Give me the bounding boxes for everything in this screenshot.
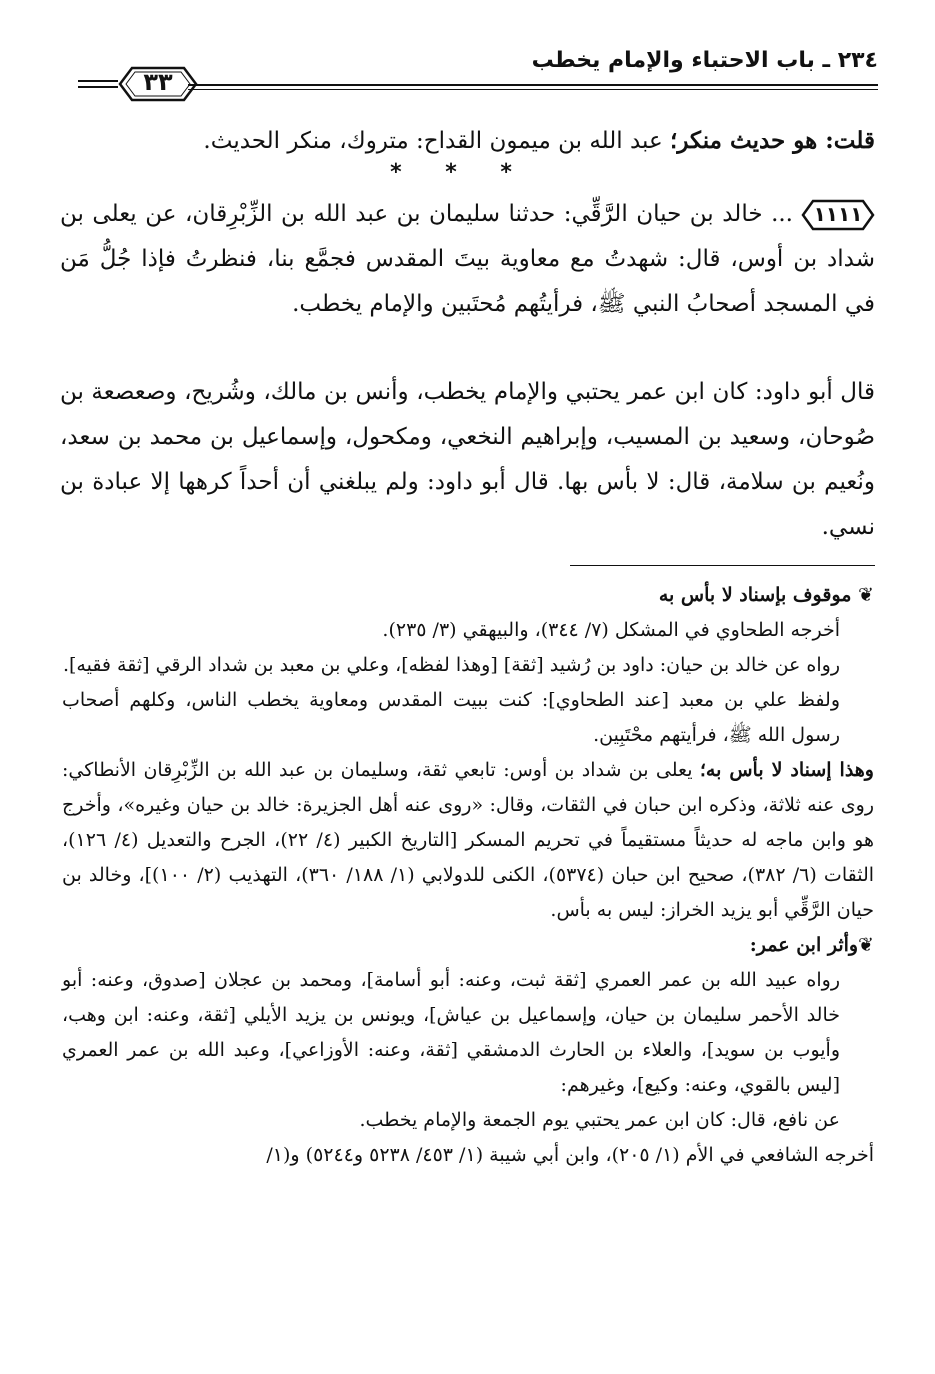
abu-dawud-paragraph: قال أبو داود: كان ابن عمر يحتبي والإمام يخطب، وأنس بن مالك، وشُريح، وصعصعة بن صُوحان، وسعيد بن المسيب، وإبراهيم النخعي، ومكحول، وإسماعيل بن محمد بن سعد، ونُعيم بن سلامة، قال: لا بأس بها. قال أبو داود: ولم يبلغني أن أحداً كرهها إلا عبادة بن نسي. <box>60 379 875 540</box>
verdict-text: عبد الله بن ميمون القداح: متروك، منكر الحديث. <box>203 128 671 154</box>
athar-heading <box>62 928 874 963</box>
commentary <box>62 578 874 1173</box>
chapter-title: ٢٣٤ ـ باب الاحتباء والإمام يخطب <box>531 48 878 73</box>
hadith-number-badge <box>801 198 875 232</box>
header-rule <box>188 84 878 86</box>
opening-line <box>60 118 875 164</box>
page-number-badge <box>118 64 198 104</box>
bullet-icon: ❦ <box>858 934 874 956</box>
note-isnad <box>62 753 874 928</box>
note-athar-narrators: رواه عبيد الله بن عمر العمري [ثقة ثبت، وعنه: أبو أسامة]، ومحمد بن عجلان [صدوق، وعنه: أبو خالد الأحمر سليمان بن حيان، وإسماعيل بن عياش]، ويونس بن يزيد الأيلي [ثقة، وعنه: ابن وهب، وأيوب بن سويد]، والعلاء بن الحارث الدمشقي [ثقة، وعنه: الأوزاعي]، وعبد الله بن عمر العمري [ليس بالقوي، وعنه: وكيع]، وغيرهم: <box>62 969 840 1096</box>
section-separator: * * * <box>390 160 530 185</box>
grade-text: موقوف بإسناد لا بأس به <box>658 584 852 606</box>
note-athar-takhrij: أخرجه الشافعي في الأم (١/ ٢٠٥)، وابن أبي شيبة (١/ ٤٥٣/ ٥٢٣٨ و٥٢٤٤) و(١/ <box>266 1144 874 1166</box>
bullet-icon: ❦ <box>851 584 874 606</box>
hadith-text: ... خالد بن حيان الرَّقِّي: حدثنا سليمان بن عبد الله بن الزِّبْرِقان، عن يعلى بن شداد بن أوس، قال: شهدتُ مع معاوية بيتَ المقدس فجمَّع بنا، فنظرتُ فإذا جُلُّ مَن في المسجد أصحابُ النبي ﷺ، فرأيتُهم مُحتَبين والإمام يخطب. <box>60 201 875 317</box>
note-wording: ولفظ علي بن معبد [عند الطحاوي]: كنت ببيت المقدس ومعاوية يخطب الناس، وكلهم أصحاب رسول الله ﷺ، فرأيتهم محْتَبِين. <box>62 689 840 746</box>
page-header <box>78 40 878 100</box>
verdict-bold: قلت: هو حديث منكر؛ <box>670 127 875 154</box>
note-athar-text: عن نافع، قال: كان ابن عمر يحتبي يوم الجمعة والإمام يخطب. <box>359 1109 840 1131</box>
grade-heading <box>62 578 874 613</box>
note-narrators: رواه عن خالد بن حيان: داود بن رُشيد [ثقة] [وهذا لفظه]، وعلي بن معبد بن شداد الرقي [ثقة فقيه]. <box>62 654 840 676</box>
page-number: ٣٣ <box>143 68 173 96</box>
note-isnad-bold: وهذا إسناد لا بأس به؛ <box>699 759 874 781</box>
note-isnad-text: يعلى بن شداد بن أوس: تابعي ثقة، وسليمان بن عبد الله بن الزِّبْرِقان الأنطاكي: روى عنه ثلاثة، وذكره ابن حبان في الثقات، وقال: «روى عنه أهل الجزيرة: خالد بن حيان وغيره»، وأخرج هو وابن ماجه له حديثاً مستقيماً في تحريم المسكر [التاريخ الكبير (٤/ ٢٢)، الجرح والتعديل (٤/ ١٢٦)، الثقات (٦/ ٣٨٢)، صحيح ابن حبان (٥٣٧٤)، الكنى للدولابي (١/ ١٨٨/ ٣٦٠)، التهذيب (٢/ ١٠٠)]، وخالد بن حيان الرَّقِّي أبو يزيد الخراز: ليس به بأس. <box>62 759 875 921</box>
header-left-rule <box>78 80 118 92</box>
note-takhrij: أخرجه الطحاوي في المشكل (٧/ ٣٤٤)، والبيهقي (٣/ ٢٣٥). <box>382 619 840 641</box>
header-rule-thin <box>188 89 878 90</box>
athar-heading-text: وأثر ابن عمر: <box>749 934 859 956</box>
hadith-number: ١١١١ <box>813 202 863 226</box>
hadith-paragraph <box>60 192 875 327</box>
footnote-divider <box>570 565 875 566</box>
